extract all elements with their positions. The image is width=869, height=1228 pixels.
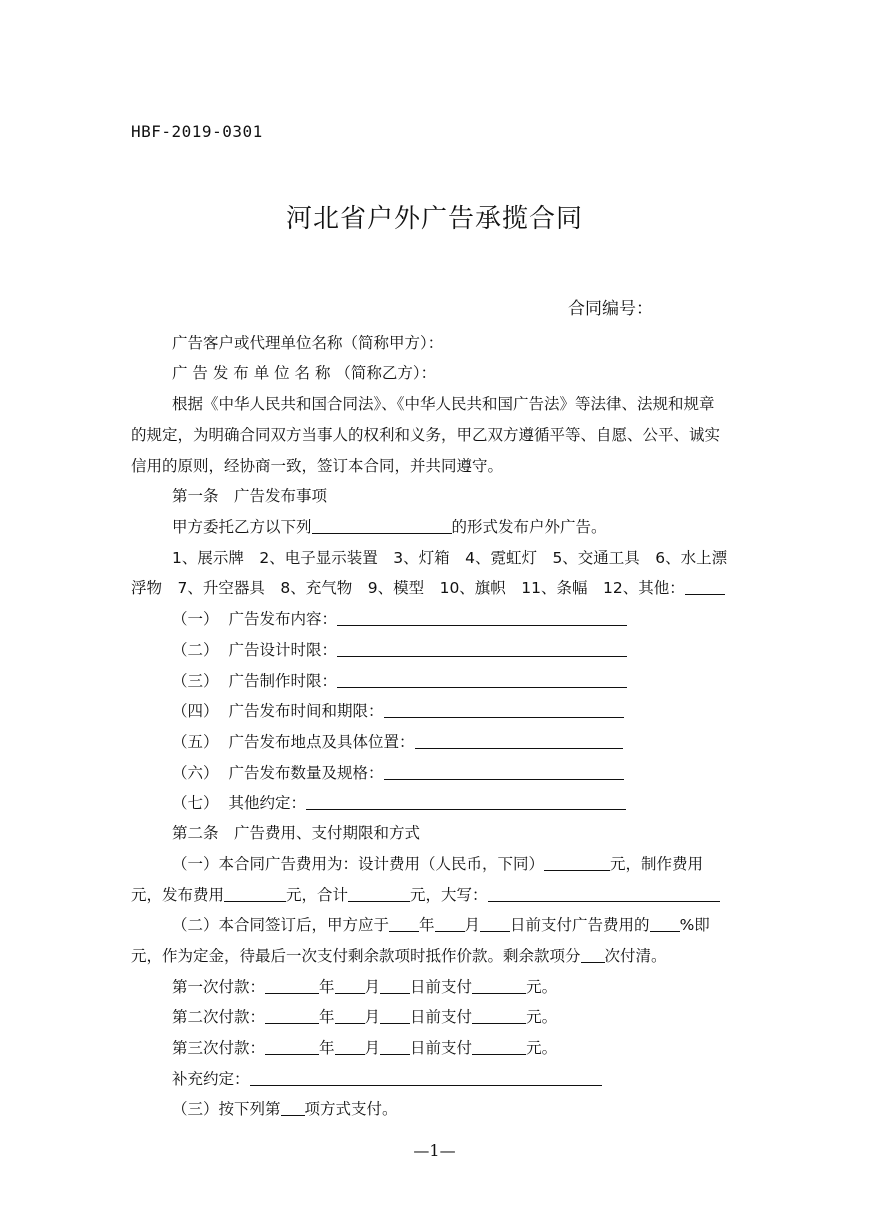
payment-label: 第二次付款： xyxy=(172,1008,266,1026)
item-label: 其他约定： xyxy=(228,794,307,812)
deposit-line-1 xyxy=(172,914,710,936)
ad-type-list-line-2 xyxy=(131,577,725,599)
day-blank[interactable] xyxy=(480,915,510,932)
form-blank[interactable] xyxy=(312,517,452,534)
article-1-title: 第一条 广告发布事项 xyxy=(172,487,328,505)
item-number: （七） xyxy=(172,794,219,812)
item-production-period xyxy=(172,670,627,692)
method-blank[interactable] xyxy=(281,1099,305,1116)
publish-fee-blank[interactable] xyxy=(224,885,286,902)
month-blank[interactable] xyxy=(435,915,465,932)
item-number: （五） xyxy=(172,733,219,751)
page-number: —1— xyxy=(413,1141,456,1160)
payment-day-blank[interactable] xyxy=(380,1038,410,1055)
deposit-text: 日前支付广告费用的 xyxy=(510,916,650,934)
fee-text: 元，制作费用 xyxy=(610,855,704,873)
payment-month-blank[interactable] xyxy=(335,1038,365,1055)
deposit-text: 次付清。 xyxy=(604,947,667,965)
contract-title: 河北省户外广告承揽合同 xyxy=(285,204,583,234)
design-period-blank[interactable] xyxy=(337,640,627,657)
item-location xyxy=(172,731,623,753)
item-number: （一） xyxy=(172,610,219,628)
item-design-period xyxy=(172,639,627,661)
item-label: 广告发布数量及规格： xyxy=(228,764,384,782)
item-label: 广告制作时限： xyxy=(228,672,338,690)
fee-text: （一）本合同广告费用为：设计费用（人民币，下同） xyxy=(172,855,545,873)
item-other xyxy=(172,792,626,814)
payment-amount-blank[interactable] xyxy=(472,1038,526,1055)
supplement-label: 补充约定： xyxy=(172,1070,250,1088)
payment-label: 第三次付款： xyxy=(172,1039,266,1057)
year-label: 年 xyxy=(319,978,335,996)
item-label: 广告设计时限： xyxy=(228,641,338,659)
percent-blank[interactable] xyxy=(650,915,680,932)
item-number: （三） xyxy=(172,672,219,690)
payment-year-blank[interactable] xyxy=(265,1038,319,1055)
article-1-form-text-a: 甲方委托乙方以下列 xyxy=(172,518,312,536)
contract-number-label: 合同编号： xyxy=(568,299,653,319)
fee-text: 元，合计 xyxy=(286,886,349,904)
payment-day-blank[interactable] xyxy=(380,1007,410,1024)
payment-label: 第一次付款： xyxy=(172,978,266,996)
payment-month-blank[interactable] xyxy=(335,977,365,994)
month-label: 月 xyxy=(464,916,481,934)
deposit-text: （二）本合同签订后，甲方应于 xyxy=(172,916,390,934)
payment-row xyxy=(172,1037,557,1059)
publish-time-blank[interactable] xyxy=(384,701,624,718)
year-blank[interactable] xyxy=(389,915,419,932)
year-label: 年 xyxy=(419,916,435,934)
item-number: （二） xyxy=(172,641,219,659)
total-fee-blank[interactable] xyxy=(348,885,410,902)
payment-amount-blank[interactable] xyxy=(472,977,526,994)
month-label: 月 xyxy=(364,1039,381,1057)
item-quantity xyxy=(172,762,624,784)
design-fee-blank[interactable] xyxy=(544,854,610,871)
intro-line-3: 信用的原则，经协商一致，签订本合同，并共同遵守。 xyxy=(131,457,504,475)
payment-month-blank[interactable] xyxy=(335,1007,365,1024)
ad-type-list-text: 浮物 7、升空器具 8、充气物 9、模型 10、旗帜 11、条幅 12、其他： xyxy=(131,579,685,597)
yuan-label: 元。 xyxy=(526,978,558,996)
document-code: HBF-2019-0301 xyxy=(131,122,263,141)
item-label: 广告发布时间和期限： xyxy=(228,702,384,720)
deposit-text: %即 xyxy=(679,916,710,934)
payment-method-line xyxy=(172,1098,398,1120)
content-blank[interactable] xyxy=(337,609,627,626)
other-blank[interactable] xyxy=(306,793,626,810)
month-label: 月 xyxy=(364,978,381,996)
payment-year-blank[interactable] xyxy=(265,977,319,994)
item-number: （四） xyxy=(172,702,219,720)
quantity-blank[interactable] xyxy=(384,763,624,780)
item-label: 广告发布内容： xyxy=(228,610,338,628)
intro-line-1: 根据《中华人民共和国合同法》、《中华人民共和国广告法》等法律、法规和规章 xyxy=(172,395,715,413)
yuan-label: 元。 xyxy=(526,1008,558,1026)
article-1-form-line xyxy=(172,516,607,538)
payment-row xyxy=(172,1006,557,1028)
fee-line-1 xyxy=(172,853,703,875)
supplement-blank[interactable] xyxy=(250,1069,602,1086)
year-label: 年 xyxy=(319,1039,335,1057)
fee-text: 元，大写： xyxy=(410,886,488,904)
fee-text: 元，发布费用 xyxy=(131,886,225,904)
ad-type-list-line-1: 1、展示牌 2、电子显示装置 3、灯箱 4、霓虹灯 5、交通工具 6、水上漂 xyxy=(172,549,728,567)
other-type-blank[interactable] xyxy=(685,578,725,595)
deposit-line-2 xyxy=(131,945,667,967)
location-blank[interactable] xyxy=(415,732,623,749)
payment-day-label: 日前支付 xyxy=(410,978,473,996)
party-b-label: 广 告 发 布 单 位 名 称 （简称乙方）： xyxy=(172,364,437,382)
item-content xyxy=(172,608,627,630)
method-text: 项方式支付。 xyxy=(304,1100,398,1118)
payment-day-label: 日前支付 xyxy=(410,1039,473,1057)
party-a-label: 广告客户或代理单位名称（简称甲方）： xyxy=(172,334,444,352)
method-text: （三）按下列第 xyxy=(172,1100,281,1118)
yuan-label: 元。 xyxy=(526,1039,558,1057)
item-label: 广告发布地点及具体位置： xyxy=(228,733,415,751)
payment-day-blank[interactable] xyxy=(380,977,410,994)
payment-year-blank[interactable] xyxy=(265,1007,319,1024)
intro-line-2: 的规定，为明确合同双方当事人的权利和义务，甲乙双方遵循平等、自愿、公平、诚实 xyxy=(131,426,721,444)
year-label: 年 xyxy=(319,1008,335,1026)
article-1-form-text-b: 的形式发布户外广告。 xyxy=(451,518,607,536)
month-label: 月 xyxy=(364,1008,381,1026)
item-publish-time xyxy=(172,700,624,722)
payment-day-label: 日前支付 xyxy=(410,1008,473,1026)
fee-line-2 xyxy=(131,884,720,906)
supplement-line xyxy=(172,1068,602,1090)
deposit-text: 元，作为定金，待最后一次支付剩余款项时抵作价款。剩余款项分 xyxy=(131,947,581,965)
production-period-blank[interactable] xyxy=(337,671,627,688)
total-in-words-blank[interactable] xyxy=(488,885,720,902)
article-2-title: 第二条 广告费用、支付期限和方式 xyxy=(172,824,421,842)
item-number: （六） xyxy=(172,764,219,782)
payment-row xyxy=(172,976,557,998)
payment-amount-blank[interactable] xyxy=(472,1007,526,1024)
installments-blank[interactable] xyxy=(581,946,605,963)
